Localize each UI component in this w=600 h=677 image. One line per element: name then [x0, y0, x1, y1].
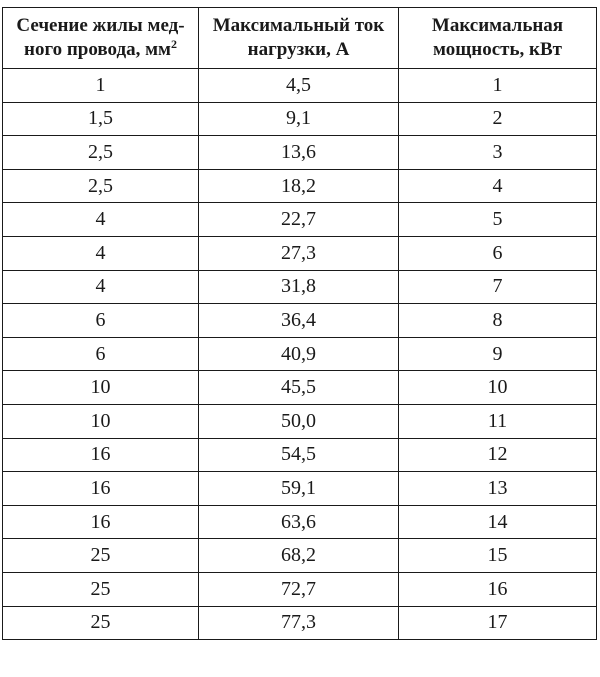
table-row	[3, 236, 597, 270]
cross-section-cell: 6	[3, 337, 199, 371]
max-current-cell: 22,7	[199, 203, 399, 237]
table-row	[3, 203, 597, 237]
max-power-cell: 10	[399, 371, 597, 405]
max-power-cell: 9	[399, 337, 597, 371]
max-current-cell: 18,2	[199, 169, 399, 203]
header-cross-section	[3, 8, 199, 69]
max-power-cell: 17	[399, 606, 597, 640]
cross-section-cell: 1	[3, 69, 199, 103]
cross-section-cell: 10	[3, 371, 199, 405]
max-current-cell: 77,3	[199, 606, 399, 640]
max-power-cell: 12	[399, 438, 597, 472]
header-max-current-line2: нагрузки, А	[247, 39, 350, 60]
table-row	[3, 606, 597, 640]
table-row	[3, 136, 597, 170]
cross-section-cell: 16	[3, 472, 199, 506]
max-power-cell: 2	[399, 102, 597, 136]
table-body	[3, 69, 597, 640]
max-current-cell: 27,3	[199, 236, 399, 270]
table-row	[3, 572, 597, 606]
table-row	[3, 69, 597, 103]
table-row	[3, 102, 597, 136]
header-cross-section-line2: ного провода, мм	[24, 39, 171, 60]
wire-capacity-table	[2, 7, 597, 640]
header-max-current	[199, 8, 399, 69]
max-current-cell: 45,5	[199, 371, 399, 405]
table-row	[3, 169, 597, 203]
cross-section-cell: 16	[3, 438, 199, 472]
max-power-cell: 1	[399, 69, 597, 103]
max-power-cell: 11	[399, 404, 597, 438]
max-current-cell: 68,2	[199, 539, 399, 573]
max-power-cell: 16	[399, 572, 597, 606]
table-row	[3, 270, 597, 304]
header-cross-section-superscript: 2	[170, 37, 177, 51]
table-row	[3, 472, 597, 506]
header-row	[3, 8, 597, 69]
max-current-cell: 54,5	[199, 438, 399, 472]
max-power-cell: 5	[399, 203, 597, 237]
table-row	[3, 505, 597, 539]
max-current-cell: 63,6	[199, 505, 399, 539]
max-current-cell: 9,1	[199, 102, 399, 136]
cross-section-cell: 2,5	[3, 136, 199, 170]
table-row	[3, 371, 597, 405]
table-row	[3, 539, 597, 573]
cross-section-cell: 2,5	[3, 169, 199, 203]
table-row	[3, 438, 597, 472]
max-current-cell: 36,4	[199, 304, 399, 338]
max-power-cell: 14	[399, 505, 597, 539]
cross-section-cell: 1,5	[3, 102, 199, 136]
max-power-cell: 13	[399, 472, 597, 506]
table-row	[3, 304, 597, 338]
cross-section-cell: 4	[3, 236, 199, 270]
cross-section-cell: 10	[3, 404, 199, 438]
max-current-cell: 40,9	[199, 337, 399, 371]
cross-section-cell: 4	[3, 203, 199, 237]
header-max-power-line1: Максимальная	[431, 15, 564, 36]
header-max-power	[399, 8, 597, 69]
max-power-cell: 15	[399, 539, 597, 573]
header-max-power-line2: мощность, кВт	[433, 39, 562, 60]
max-power-cell: 6	[399, 236, 597, 270]
max-current-cell: 4,5	[199, 69, 399, 103]
cross-section-cell: 25	[3, 572, 199, 606]
cross-section-cell: 25	[3, 606, 199, 640]
max-power-cell: 8	[399, 304, 597, 338]
cross-section-cell: 16	[3, 505, 199, 539]
max-power-cell: 3	[399, 136, 597, 170]
max-current-cell: 31,8	[199, 270, 399, 304]
max-power-cell: 4	[399, 169, 597, 203]
max-current-cell: 59,1	[199, 472, 399, 506]
max-current-cell: 72,7	[199, 572, 399, 606]
max-current-cell: 13,6	[199, 136, 399, 170]
header-cross-section-line1: Сечение жилы мед-	[16, 15, 185, 36]
table-row	[3, 337, 597, 371]
max-current-cell: 50,0	[199, 404, 399, 438]
cross-section-cell: 4	[3, 270, 199, 304]
header-max-current-line1: Максимальный ток	[212, 15, 385, 36]
max-power-cell: 7	[399, 270, 597, 304]
table-row	[3, 404, 597, 438]
cross-section-cell: 6	[3, 304, 199, 338]
cross-section-cell: 25	[3, 539, 199, 573]
